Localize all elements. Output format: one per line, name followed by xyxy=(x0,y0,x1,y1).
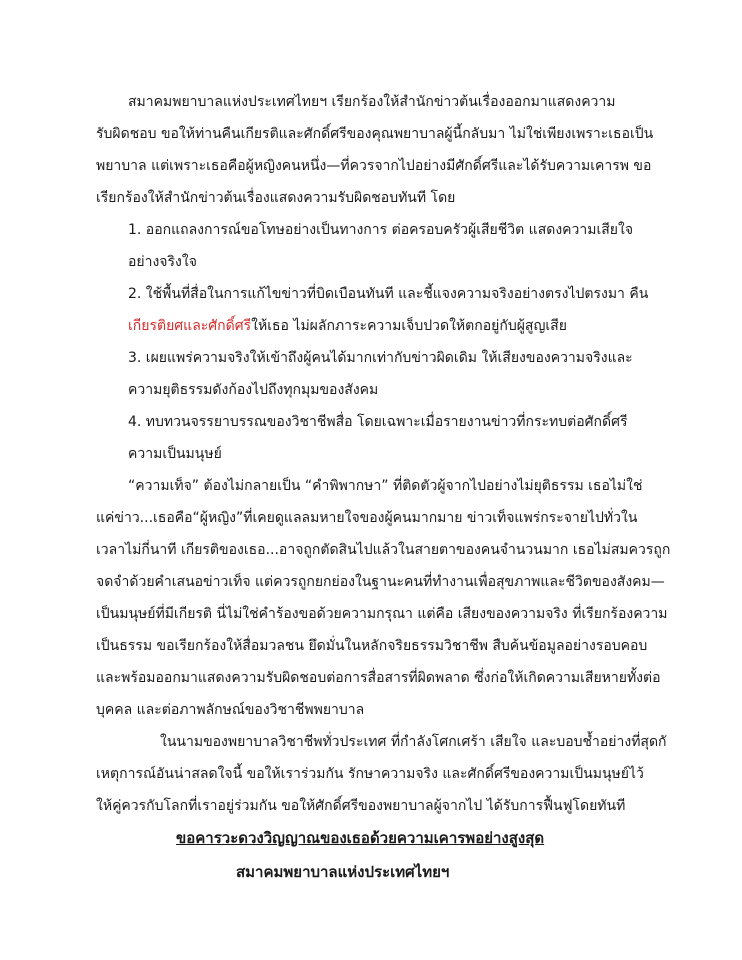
list-item-3-line-2: ความยุติธรรมดังก้องไปถึงทุกมุมของสังคม xyxy=(128,382,379,398)
para2-line-3: เวลาไม่กี่นาที เกียรติของเธอ...อาจถูกตัดสินไปแล้วในสายตาของคนจำนวนมาก เธอไม่สมควรถูก xyxy=(96,542,671,558)
para2-line-8: บุคคล และต่อภาพลักษณ์ของวิชาชีพพยาบาล xyxy=(96,702,365,718)
para3-line-1: ในนามของพยาบาลวิชาชีพทั่วประเทศ ที่กำลังโศกเศร้า เสียใจ และบอบช้ำอย่างที่สุดกั xyxy=(160,734,667,750)
list-item-1-line-1: 1. ออกแถลงการณ์ขอโทษอย่างเป็นทางการ ต่อครอบครัวผู้เสียชีวิต แสดงความเสียใจ xyxy=(128,222,634,238)
para1-line-4: เรียกร้องให้สำนักข่าวต้นเรื่องแสดงความรับผิดชอบทันที โดย xyxy=(96,190,456,206)
list-item-2-line-2 xyxy=(128,316,567,336)
list-item-4-line-1: 4. ทบทวนจรรยาบรรณของวิชาชีพสื่อ โดยเฉพาะเมื่อรายงานข่าวที่กระทบต่อศักดิ์ศรี xyxy=(128,414,628,430)
para2-line-6: เป็นธรรม ขอเรียกร้องให้สื่อมวลชน ยึดมั่นในหลักจริยธรรมวิชาชีพ สืบค้นข้อมูลอย่างรอบคอบ xyxy=(96,638,648,654)
signature: สมาคมพยาบาลแห่งประเทศไทยฯ xyxy=(236,863,450,881)
para1-line-1: สมาคมพยาบาลแห่งประเทศไทยฯ เรียกร้องให้สำนักข่าวต้นเรื่องออกมาแสดงความ xyxy=(128,94,616,110)
closing-line: ขอคารวะดวงวิญญาณของเธอด้วยความเคารพอย่างสูงสุด xyxy=(176,829,545,847)
para2-line-2: แค่ข่าว...เธอคือ“ผู้หญิง”ที่เคยดูแลลมหายใจของผู้คนมากมาย ข่าวเท็จแพร่กระจายไปทั่วใน xyxy=(96,510,638,526)
para1-line-2: รับผิดชอบ ขอให้ท่านคืนเกียรติและศักดิ์ศรีของคุณพยาบาลผู้นี้กลับมา ไม่ใช่เพียงเพราะเธอเป็น xyxy=(96,126,654,142)
para2-line-4: จดจำด้วยคำเสนอข่าวเท็จ แต่ควรถูกยกย่องในฐานะคนที่ทำงานเพื่อสุขภาพและชีวิตของสังคม— xyxy=(96,574,665,590)
para2-line-1: “ความเท็จ” ต้องไม่กลายเป็น “คำพิพากษา” ที่ติดตัวผู้จากไปอย่างไม่ยุติธรรม เธอไม่ใช่ xyxy=(128,478,643,494)
para1-line-3: พยาบาล แต่เพราะเธอคือผู้หญิงคนหนึ่ง—ที่ควรจากไปอย่างมีศักดิ์ศรีและได้รับความเคารพ ขอ xyxy=(96,158,652,174)
para3-line-2: เหตุการณ์อันน่าสลดใจนี้ ขอให้เราร่วมกัน รักษาความจริง และศักดิ์ศรีของความเป็นมนุษย์ไว้ xyxy=(96,766,644,782)
list-item-1-line-2: อย่างจริงใจ xyxy=(128,254,197,270)
list-item-4-line-2: ความเป็นมนุษย์ xyxy=(128,446,222,462)
para2-line-7: และพร้อมออกมาแสดงความรับผิดชอบต่อการสื่อสารที่ผิดพลาด ซึ่งก่อให้เกิดความเสียหายทั้งต่อ xyxy=(96,670,661,686)
list-item-2-line-2-rest: ให้เธอ ไม่ผลักภาระความเจ็บปวดให้ตกอยู่กับผู้สูญเสีย xyxy=(251,318,567,334)
para3-line-3: ให้คู่ควรกับโลกที่เราอยู่ร่วมกัน ขอให้ศักดิ์ศรีของพยาบาลผู้จากไป ได้รับการฟื้นฟูโดยทันที xyxy=(96,798,626,814)
list-item-3-line-1: 3. เผยแพร่ความจริงให้เข้าถึงผู้คนได้มากเท่ากับข่าวผิดเดิม ให้เสียงของความจริงและ xyxy=(128,350,633,366)
list-item-2-line-1: 2. ใช้พื้นที่สื่อในการแก้ไขข่าวที่บิดเบือนทันที และชี้แจงความจริงอย่างตรงไปตรงมา คืน xyxy=(128,286,649,302)
para2-line-5: เป็นมนุษย์ที่มีเกียรติ นี่ไม่ใช่คำร้องขอด้วยความกรุณา แต่คือ เสียงของความจริง ที่เรียกร้องความ xyxy=(96,606,668,622)
highlight-honor-dignity: เกียรติยศและศักดิ์ศรี xyxy=(128,318,252,334)
